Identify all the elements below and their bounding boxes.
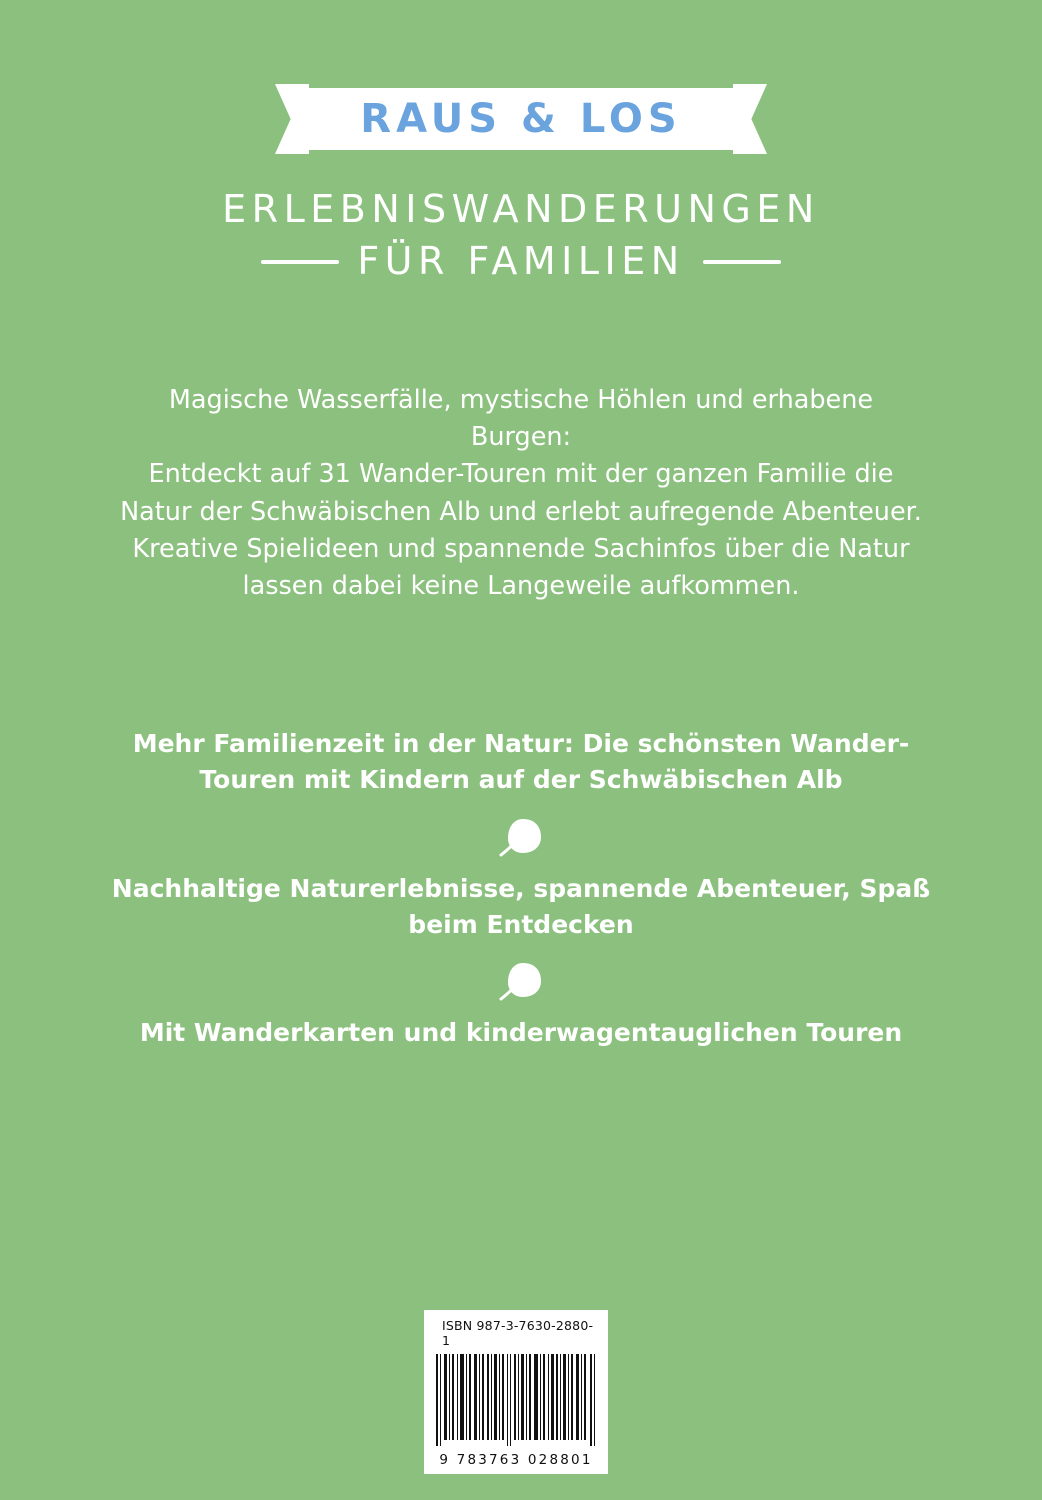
dash-right-decoration (703, 260, 781, 264)
dash-left-decoration (261, 260, 339, 264)
banner-label: RAUS & LOS (360, 96, 682, 142)
blurb-line: lassen dabei keine Langeweile aufkommen. (242, 571, 800, 602)
feature-item: Nachhaltige Naturerlebnisse, spannende Abenteuer, Spaß beim Entdecken (111, 873, 931, 939)
feature-list (100, 726, 942, 1051)
blurb-line: Entdeckt auf 31 Wander-Touren mit der ganzen Familie die (148, 459, 894, 490)
leaf-icon (100, 813, 942, 859)
banner-container (0, 88, 1042, 150)
isbn-barcode-block (424, 1310, 608, 1474)
blurb-line: Kreative Spielideen und spannende Sachinfos über die Natur (132, 533, 910, 564)
feature-item: Mehr Familienzeit in der Natur: Die schönsten Wander-Touren mit Kindern auf der Schwäbischen Alb (132, 729, 910, 795)
blurb-line: Natur der Schwäbischen Alb und erlebt aufregende Abenteuer. (120, 496, 922, 527)
title-line-1: ERLEBNISWANDERUNGEN (222, 187, 820, 231)
barcode-image (434, 1354, 598, 1446)
ribbon-banner (301, 88, 741, 150)
title-line-2-row (0, 240, 1042, 284)
leaf-icon (100, 957, 942, 1003)
blurb-text (118, 382, 924, 605)
barcode-digits: 9 783763 028801 (439, 1452, 593, 1468)
isbn-label: ISBN 987-3-7630-2880-1 (442, 1318, 594, 1348)
blurb-line: Magische Wasserfälle, mystische Höhlen und erhabene Burgen: (168, 385, 874, 453)
page-title (0, 188, 1042, 283)
feature-item: Mit Wanderkarten und kinderwagentauglichen Touren (139, 1018, 903, 1047)
title-line-2: FÜR FAMILIEN (357, 238, 685, 283)
